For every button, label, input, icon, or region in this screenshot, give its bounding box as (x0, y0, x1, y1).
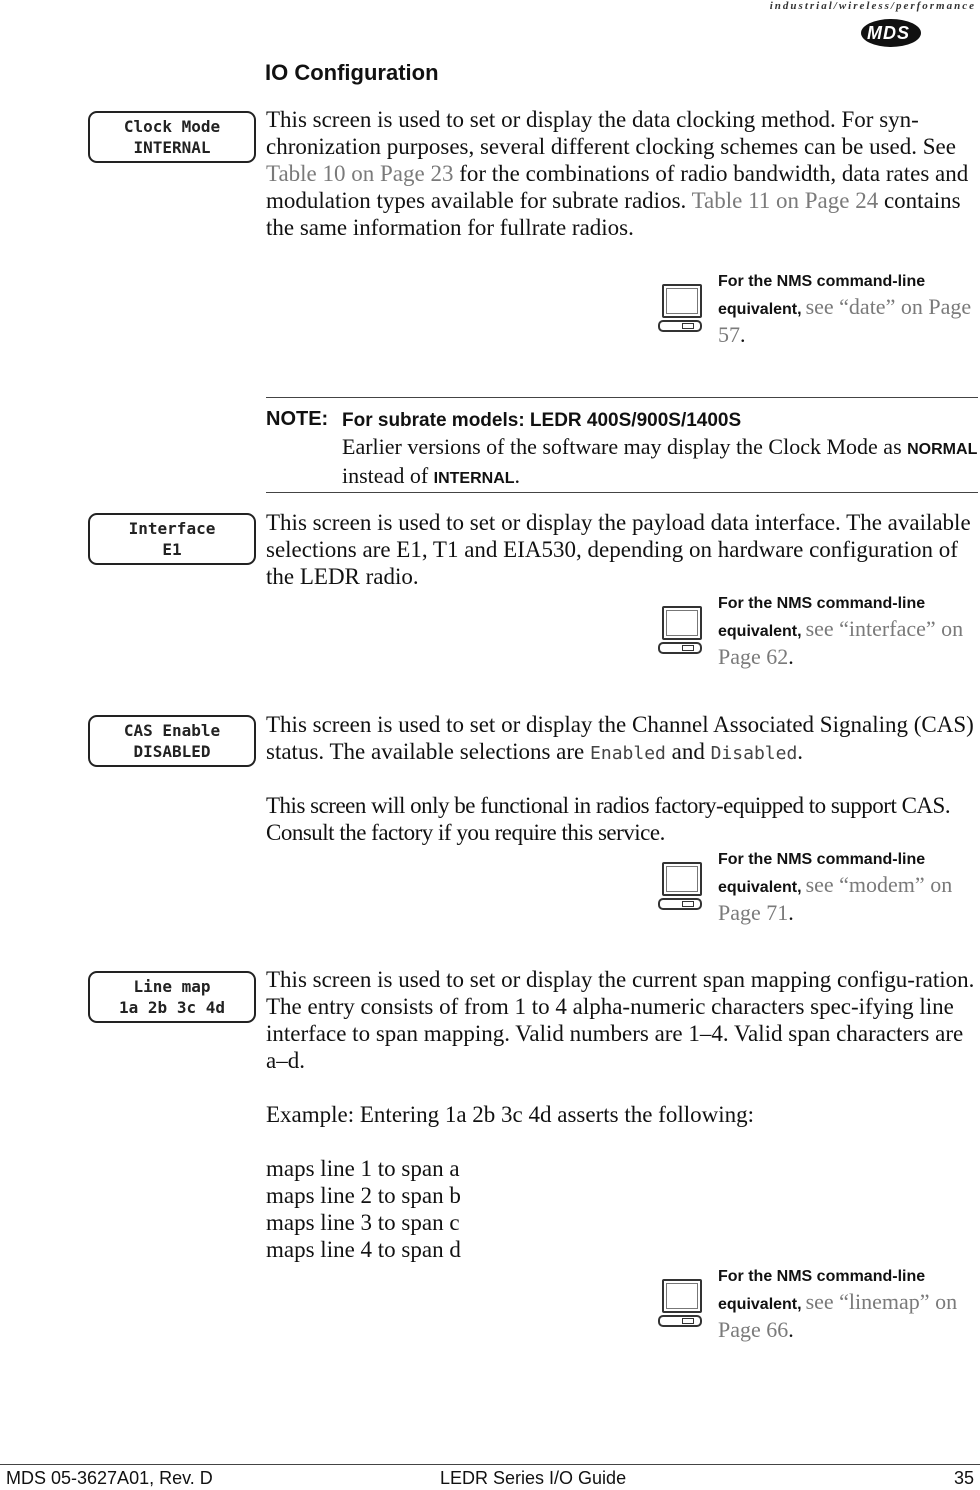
keyword-normal: NORMAL (907, 441, 978, 458)
table-11-link[interactable]: Table 11 on Page 24 (691, 188, 879, 213)
computer-icon (662, 862, 702, 896)
line-map-example: Example: Entering 1a 2b 3c 4d asserts the following: (266, 1102, 754, 1127)
line-map-description: This screen is used to set or display the current span mapping configu-ration. The entry consists of from 1 to 4 alpha-numeric characters spec-ifying line interface to span mapping. Valid numbers are 1–4. Valid span characters are a–d. (266, 967, 975, 1073)
note-text (342, 434, 978, 492)
lcd-line-1: Line map (133, 977, 211, 996)
note-label: NOTE: (266, 408, 329, 430)
computer-icon (662, 284, 702, 318)
text: instead of (342, 463, 434, 488)
note-title: For subrate models: LEDR 400S/900S/1400S (342, 410, 742, 431)
clock-mode-description (266, 106, 978, 241)
keyboard-icon (658, 1315, 702, 1327)
mapping-list (266, 1155, 978, 1263)
keyboard-icon (658, 898, 702, 910)
mapping-item: maps line 1 to span a (266, 1156, 460, 1181)
option-disabled: Disabled (710, 743, 798, 764)
lcd-line-2: DISABLED (133, 742, 211, 761)
keyboard-icon (658, 320, 702, 332)
interface-description: This screen is used to set or display the payload data interface. The available selections are E1, T1 and EIA530, depending on hardware configuration of the LEDR radio. (266, 510, 971, 589)
text: Earlier versions of the software may display the Clock Mode as (342, 434, 908, 459)
lcd-line-2: 1a 2b 3c 4d (119, 998, 225, 1017)
text: contains the same information for fullrate radios. (266, 188, 961, 240)
divider (266, 492, 978, 493)
nms-label: For the NMS command-line equivalent, (718, 273, 926, 318)
text: . (788, 1317, 794, 1342)
mapping-item: maps line 4 to span d (266, 1237, 461, 1262)
lcd-line-2: E1 (162, 540, 182, 559)
keyboard-icon (658, 642, 702, 654)
option-enabled: Enabled (590, 743, 666, 764)
mapping-item: maps line 3 to span c (266, 1210, 460, 1235)
date-command-link[interactable]: see “date” on Page 57 (718, 294, 972, 347)
footer-rule (0, 1464, 980, 1465)
keyword-internal: INTERNAL (433, 470, 515, 487)
linemap-command-link[interactable]: see “linemap” on Page 66 (718, 1289, 958, 1342)
page-number: 35 (953, 1468, 974, 1488)
text: This screen is used to set or display the Channel Associated Signaling (CAS) status. The available selections are (266, 712, 974, 764)
footer-doc-number: MDS 05-3627A01, Rev. D (6, 1468, 213, 1488)
divider (266, 397, 978, 398)
computer-icon (662, 606, 702, 640)
logo-text: MDS (867, 23, 910, 43)
footer-guide-title: LEDR Series I/O Guide (440, 1468, 627, 1488)
nms-label: For the NMS command-line equivalent, (718, 595, 926, 640)
text: . (740, 322, 746, 347)
table-10-link[interactable]: Table 10 on Page 23 (266, 161, 454, 186)
nms-label: For the NMS command-line equivalent, (718, 1268, 926, 1313)
text: for the combinations of radio bandwidth, data rates and modulation types available for subrate radios. (266, 161, 969, 213)
cas-description (266, 711, 978, 767)
lcd-line-1: Interface (128, 519, 216, 538)
text: . (797, 739, 804, 764)
line-map-lcd (88, 971, 256, 1023)
text: . (788, 644, 794, 669)
lcd-line-1: Clock Mode (123, 117, 221, 136)
section-title: IO Configuration (265, 60, 439, 85)
cas-availability-note: This screen will only be functional in radios factory-equipped to support CAS. Consult the factory if you require this service. (266, 793, 951, 845)
nms-label: For the NMS command-line equivalent, (718, 851, 926, 896)
text: and (665, 739, 711, 764)
mapping-item: maps line 2 to span b (266, 1183, 461, 1208)
brand-tagline: industrial/wireless/performance (769, 0, 976, 12)
computer-icon (662, 1279, 702, 1313)
interface-command-link[interactable]: see “interface” on Page 62 (718, 616, 964, 669)
text: This screen is used to set or display the data clocking method. For syn-chronization purposes, several different clocking schemes can be used. See (266, 107, 956, 159)
lcd-line-1: CAS Enable (123, 721, 221, 740)
cas-enable-lcd (88, 715, 256, 767)
clock-mode-lcd (88, 111, 256, 163)
text: . (788, 900, 794, 925)
text: . (514, 463, 521, 488)
modem-command-link[interactable]: see “modem” on Page 71 (718, 872, 953, 925)
lcd-line-2: INTERNAL (133, 138, 211, 157)
interface-lcd (88, 513, 256, 565)
